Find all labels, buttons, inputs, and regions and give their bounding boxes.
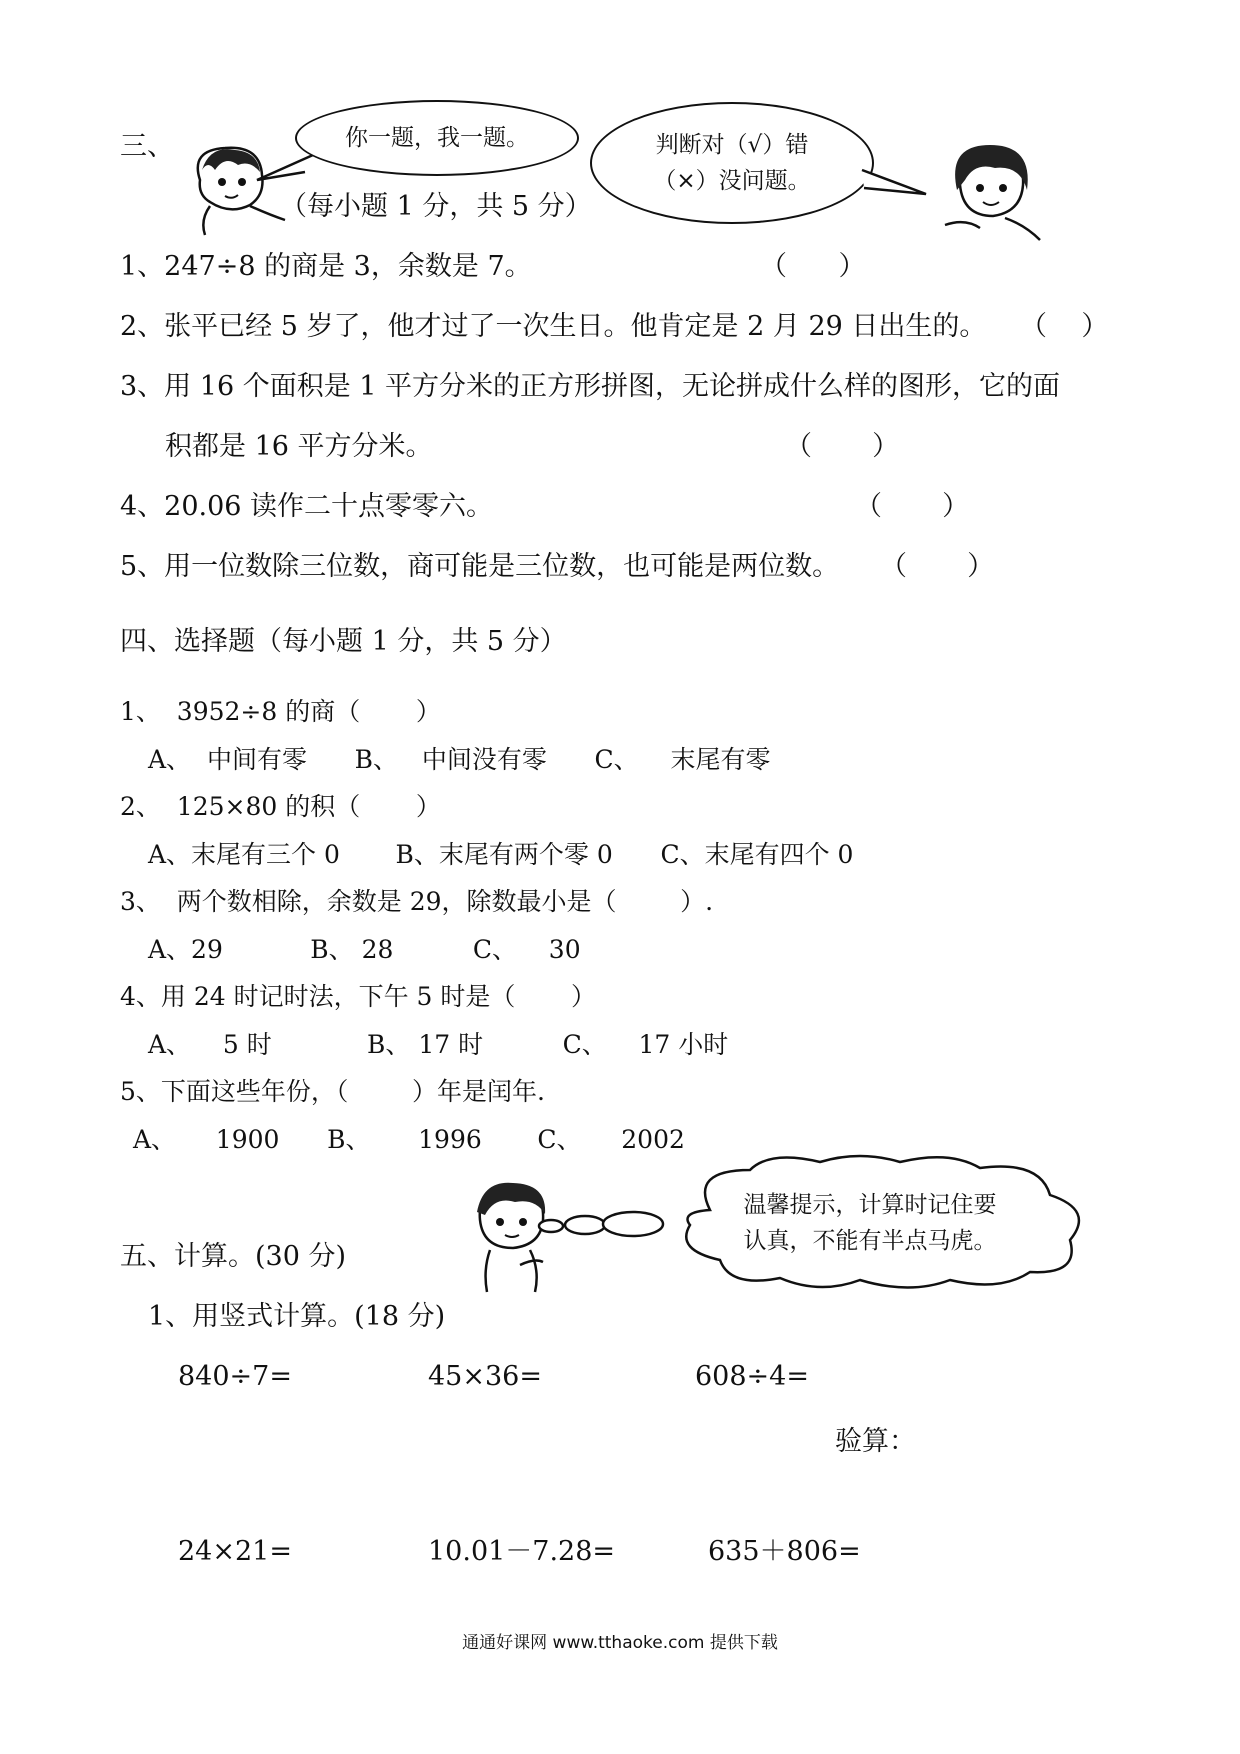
- s3-item-1: 1、247÷8 的商是 3，余数是 7。: [120, 251, 532, 282]
- thought-dots-icon: [535, 1210, 675, 1240]
- footer-credit: 通通好课网 www.tthaoke.com 提供下载: [462, 1633, 778, 1653]
- cloud-line1: 温馨提示，计算时记住要: [743, 1192, 997, 1218]
- speech-tail-icon: [860, 168, 930, 208]
- calc-row2-item3: 635＋806=: [708, 1536, 861, 1567]
- bubble-right-line2: （×）没问题。: [653, 168, 811, 194]
- section5-sub1: 1、用竖式计算。(18 分): [148, 1301, 446, 1332]
- section5-heading: 五、计算。(30 分): [120, 1241, 347, 1272]
- check-label: 验算：: [835, 1426, 916, 1457]
- s4-q3-options: A、29 B、 28 C、 30: [148, 935, 581, 964]
- s4-q4: 4、用 24 时记时法，下午 5 时是（ ）: [120, 982, 597, 1011]
- calc-row1-item2: 45×36=: [428, 1361, 542, 1392]
- cloud-line2: 认真，不能有半点马虎。: [743, 1228, 997, 1254]
- s3-item-4-answer: （ ）: [855, 491, 970, 522]
- section3-note: （每小题 1 分，共 5 分）: [280, 191, 592, 222]
- speech-bubble-right: [590, 102, 874, 224]
- s4-q1-options: A、 中间有零 B、 中间没有零 C、 末尾有零: [148, 745, 771, 774]
- s3-item-1-answer: （ ）: [760, 251, 866, 282]
- girl-cartoon-icon: [935, 140, 1045, 250]
- s4-q2-options: A、末尾有三个 0 B、末尾有两个零 0 C、末尾有四个 0: [148, 840, 854, 869]
- s4-q5-options: A、 1900 B、 1996 C、 2002: [133, 1125, 685, 1154]
- s3-item-2: 2、张平已经 5 岁了，他才过了一次生日。他肯定是 2 月 29 日出生的。: [120, 311, 987, 342]
- s4-q3: 3、 两个数相除，余数是 29，除数最小是（ ）.: [120, 887, 714, 916]
- s3-item-5: 5、用一位数除三位数，商可能是三位数，也可能是两位数。: [120, 551, 840, 582]
- bubble-right-line1: 判断对（√）错: [655, 132, 809, 158]
- thought-cloud-text: [700, 1180, 1040, 1266]
- calc-row2-item1: 24×21=: [178, 1536, 292, 1567]
- s3-item-3-answer: （ ）: [785, 431, 900, 462]
- s3-item-5-answer: （ ）: [880, 551, 995, 582]
- s4-q4-options: A、 5 时 B、 17 时 C、 17 小时: [148, 1030, 729, 1059]
- s3-item-4: 4、20.06 读作二十点零零六。: [120, 491, 494, 522]
- s3-item-3-cont: 积都是 16 平方分米。: [165, 431, 433, 462]
- s3-item-2-answer: （ ）: [1020, 311, 1109, 342]
- speech-tail-icon: [255, 150, 315, 190]
- s4-q5: 5、下面这些年份，（ ）年是闰年.: [120, 1077, 545, 1106]
- speech-bubble-left: [295, 100, 579, 176]
- s3-item-3: 3、用 16 个面积是 1 平方分米的正方形拼图，无论拼成什么样的图形，它的面: [120, 371, 1061, 402]
- bubble-left-text: 你一题，我一题。: [345, 125, 529, 151]
- section4-heading: 四、选择题（每小题 1 分，共 5 分）: [120, 626, 567, 657]
- calc-row2-item2: 10.01－7.28=: [428, 1536, 616, 1567]
- section3-heading: 三、: [120, 131, 174, 162]
- calc-row1-item3: 608÷4=: [695, 1361, 809, 1392]
- s4-q1: 1、 3952÷8 的商（ ）: [120, 697, 441, 726]
- s4-q2: 2、 125×80 的积（ ）: [120, 792, 441, 821]
- calc-row1-item1: 840÷7=: [178, 1361, 292, 1392]
